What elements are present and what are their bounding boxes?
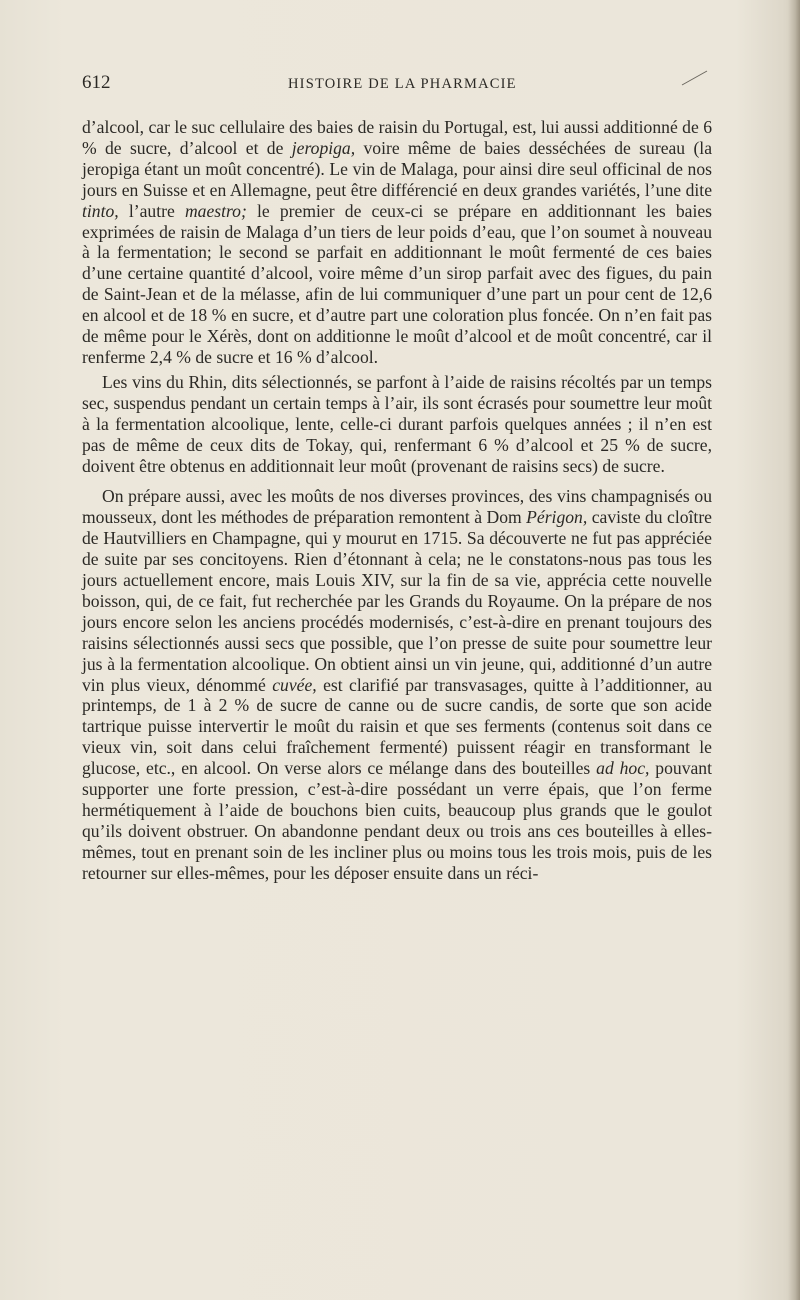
italic-text-run: ad hoc,: [596, 758, 650, 779]
text-run: est clarifié par transvasages, quitte à l’additionner, au printemps, de 1 à 2 % de sucre de canne ou de sucre candis, de sorte que son acide tartrique puisse intervertir le moût du raisin et que ses ferments (contenus soit dans ce vieux vin, soit dans celui fraîchement fermenté) puissent réagir en transformant le glucose, etc., en alcool. On verse alors ce mélange dans des bouteilles: [82, 674, 712, 779]
pencil-mark-icon: [680, 68, 710, 88]
italic-text-run: jeropiga,: [291, 137, 356, 158]
text-run: l’autre: [118, 200, 185, 221]
italic-text-run: cuvée,: [272, 674, 317, 695]
text-run: voire même de baies desséchées de sureau (la jeropiga étant un moût concentré). Le vin de Malaga, pour ainsi dire seul officinal de nos jours en Suisse et en Allemagne, peut être différencié en deux grandes variétés, l’une dite: [82, 137, 712, 200]
text-run: Les vins du Rhin, dits sélectionnés, se parfont à l’aide de raisins récoltés par un temps sec, suspendus pendant un certain temps à l’air, ils sont écrasés pour soumettre leur moût à la fermentation alcoolique, lente, celle-ci durant parfois quelques années ; il n’en est pas de même de ceux dits de Tokay, qui, renfermant 6 % d’alcool et 25 % de sucre, doivent être obtenus en additionnait leur moût (provenant de raisins secs) de sucre.: [82, 371, 712, 476]
running-head: HISTOIRE DE LA PHARMACIE: [288, 76, 517, 92]
page-header: [82, 72, 722, 96]
paragraph-3: [82, 486, 712, 883]
paragraph-1: [82, 117, 712, 368]
text-run: caviste du cloître de Hautvilliers en Champagne, qui y mourut en 1715. Sa découverte ne fut pas appréciée de suite par ses concitoyens. Rien d’étonnant à cela; ne le constatons-nous pas tous les jours actuellement encore, mais Louis XIV, sur la fin de sa vie, apprécia cette nouvelle boisson, qui, de ce fait, fut recherchée par les Grands du Royaume. On la prépare de nos jours encore selon les anciens procédés modernisés, c’est-à-dire en prenant toujours des raisins sélectionnés aussi secs que possible, que l’on presse de suite pour soumettre leur jus à la fermentation alcoolique. On obtient ainsi un vin jeune, qui, additionné d’un autre vin plus vieux, dénommé: [82, 507, 712, 695]
text-run: pouvant supporter une forte pression, c’est-à-dire possédant un verre épais, que l’on ferme hermétiquement à l’aide de bouchons bien cuits, beaucoup plus grands que le goulot qu’ils doivent obstruer. On abandonne pendant deux ou trois ans ces bouteilles à elles-mêmes, tout en prenant soin de les incliner plus ou moins tous les trois mois, puis de les retourner sur elles-mêmes, pour les déposer ensuite dans un réci-: [82, 758, 712, 883]
text-run: On prépare aussi, avec les moûts de nos diverses provinces, des vins champagnisés ou mousseux, dont les méthodes de préparation remontent à Dom: [82, 486, 712, 528]
text-run: d’alcool, car le suc cellulaire des baies de raisin du Portugal, est, lui aussi additionné de 6 % de sucre, d’alcool et de: [82, 117, 712, 158]
italic-text-run: Périgon,: [526, 507, 588, 528]
paragraph-2: [82, 372, 712, 477]
text-run: le premier de ceux-ci se prépare en additionnant les baies exprimées de raisin de Malaga d’un tiers de leur poids d’eau, que l’on soumet à nouveau à la fermentation; le second se parfait en additionnant le moût fermenté de ces baies d’une certaine quantité d’alcool, voire même d’un sirop parfait avec des figues, du pain de Saint-Jean et de la mélasse, afin de lui communiquer d’une part un pour cent de 12,6 en alcool et de 18 % en sucre, et d’autre part une coloration plus foncée. On n’en fait pas de même pour le Xérès, dont on additionne le moût d’alcool et de moût concentré, car il renferme 2,4 % de sucre et 16 % d’alcool.: [82, 200, 712, 367]
body-text: [82, 117, 712, 884]
page-edge-shadow: [788, 0, 800, 1300]
page-number: 612: [82, 72, 111, 93]
italic-text-run: tinto,: [82, 200, 119, 221]
italic-text-run: maestro;: [184, 200, 247, 221]
